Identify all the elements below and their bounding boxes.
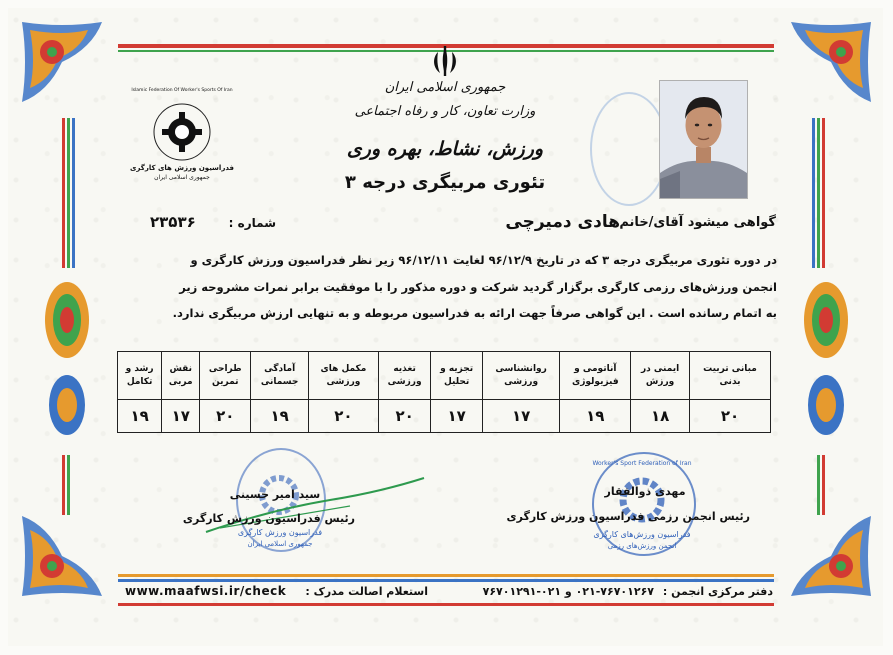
right-seal-persian: فدراسیون ورزش‌های کارگری	[593, 530, 691, 539]
grade-score-cell: ۱۸	[631, 400, 690, 433]
body-line-2: انجمن ورزش‌های رزمی کارگری برگزار گردید شرکت و دوره مذکور را با موفقیت برابر نمرات مشروحه زیر	[179, 280, 777, 294]
left-border-red	[62, 118, 65, 268]
verify-label: استعلام اصالت مدرک :	[305, 585, 428, 598]
grade-header-cell: مبانی تربیت بدنی	[689, 352, 770, 400]
right-seal-sub: انجمن ورزش‌های رزمی	[607, 542, 677, 550]
certificate-number: ۲۳۵۳۶	[150, 213, 196, 231]
bottom-border-orange	[118, 574, 774, 577]
left-border-blue	[72, 118, 75, 268]
grades-header-row	[118, 352, 771, 400]
certificate-title: تئوری مربیگری درجه ۳	[344, 172, 546, 193]
federation-logo-name: فدراسیون ورزش های کارگری	[129, 164, 234, 172]
left-border-green	[67, 118, 70, 268]
grade-header-cell: روانشناسی ورزشی	[482, 352, 560, 400]
slogan: ورزش، نشاط، بهره وری	[346, 138, 544, 160]
grades-score-row	[118, 400, 771, 433]
ministry-name: وزارت تعاون، کار و رفاه اجتماعی	[354, 104, 536, 119]
left-signer-name: سید امیر حسینی	[229, 488, 321, 501]
corner-ornament-bottom-left-icon	[18, 512, 106, 600]
grade-header-cell: نقش مربی	[162, 352, 200, 400]
body-line-3: به اتمام رسانده است . این گواهی صرفاً جهت ارائه به فدراسیون مربوطه و به تنهایی ارزش مربیگری ندارد.	[172, 306, 777, 320]
grade-score-cell: ۱۷	[431, 400, 482, 433]
country-name: جمهوری اسلامی ایران	[384, 80, 506, 95]
right-border-blue	[812, 118, 815, 268]
left-border-red-lower	[62, 455, 65, 515]
left-seal-text: فدراسیون ورزش کارگری	[237, 528, 323, 537]
grade-score-cell: ۲۰	[309, 400, 379, 433]
verify-url[interactable]: www.maafwsi.ir/check	[125, 584, 287, 598]
grade-header-cell: تجزیه و تحلیل	[431, 352, 482, 400]
right-seal-latin: Worker's Sport Federation of Iran	[592, 460, 692, 467]
grade-score-cell: ۱۹	[251, 400, 309, 433]
grade-score-cell: ۱۹	[560, 400, 631, 433]
grade-score-cell: ۲۰	[378, 400, 431, 433]
side-ornament-left-icon	[40, 270, 94, 450]
recipient-name: هادی دمیرچی	[505, 212, 620, 232]
right-signer-name: مهدی ذوالفقار	[604, 485, 686, 498]
grade-header-cell: تغذیه ورزشی	[378, 352, 431, 400]
person-photo-icon	[660, 81, 747, 198]
recipient-photo	[659, 80, 748, 199]
iran-emblem-icon	[428, 44, 462, 78]
grade-score-cell: ۱۹	[118, 400, 162, 433]
grade-header-cell: مکمل های ورزشی	[309, 352, 379, 400]
corner-ornament-top-left-icon	[18, 18, 106, 106]
certificate-number-label: شماره :	[228, 216, 276, 230]
grade-header-cell: طراحی تمرین	[200, 352, 251, 400]
grade-score-cell: ۱۷	[482, 400, 560, 433]
right-border-red-lower	[822, 455, 825, 515]
bottom-border-red	[118, 603, 774, 606]
grade-header-cell: آمادگی جسمانی	[251, 352, 309, 400]
bottom-border-blue	[118, 579, 774, 582]
grade-header-cell: ایمنی در ورزش	[631, 352, 690, 400]
left-seal-sub: جمهوری اسلامی ایران	[247, 540, 313, 548]
corner-ornament-top-right-icon	[787, 18, 875, 106]
grade-score-cell: ۱۷	[162, 400, 200, 433]
right-border-red	[822, 118, 825, 268]
right-border-green	[817, 118, 820, 268]
federation-logo-latin: Islamic Federation Of Worker's Sports Of Iran	[131, 88, 233, 93]
grade-score-cell: ۲۰	[689, 400, 770, 433]
office-label: دفتر مرکزی انجمن :	[662, 585, 773, 598]
watermark-seal	[590, 92, 668, 206]
corner-ornament-bottom-right-icon	[787, 512, 875, 600]
recipient-prefix: گواهی میشود آقای/خانم	[619, 215, 776, 230]
grade-header-cell: رشد و تکامل	[118, 352, 162, 400]
grades-table	[117, 351, 771, 433]
left-signer-title: رئیس فدراسیون ورزش کارگری	[182, 512, 355, 525]
grade-score-cell: ۲۰	[200, 400, 251, 433]
side-ornament-right-icon	[799, 270, 853, 450]
right-signer-title: رئیس انجمن رزمی فدراسیون ورزش کارگری	[506, 510, 750, 523]
federation-logo-sub: جمهوری اسلامی ایران	[154, 174, 210, 181]
left-border-green-lower	[67, 455, 70, 515]
right-border-green-lower	[817, 455, 820, 515]
office-phones: ۰۲۱-۷۶۷۰۱۲۶۷ و ۰۲۱-۷۶۷۰۱۲۹۱	[482, 585, 654, 598]
body-line-1: در دوره تئوری مربیگری درجه ۳ که در تاریخ ۹۶/۱۲/۹ لغایت ۹۶/۱۲/۱۱ زیر نظر فدراسیون ورزش کارگری و	[190, 253, 777, 267]
grade-header-cell: آناتومی و فیزیولوژی	[560, 352, 631, 400]
federation-logo-icon	[150, 100, 214, 164]
